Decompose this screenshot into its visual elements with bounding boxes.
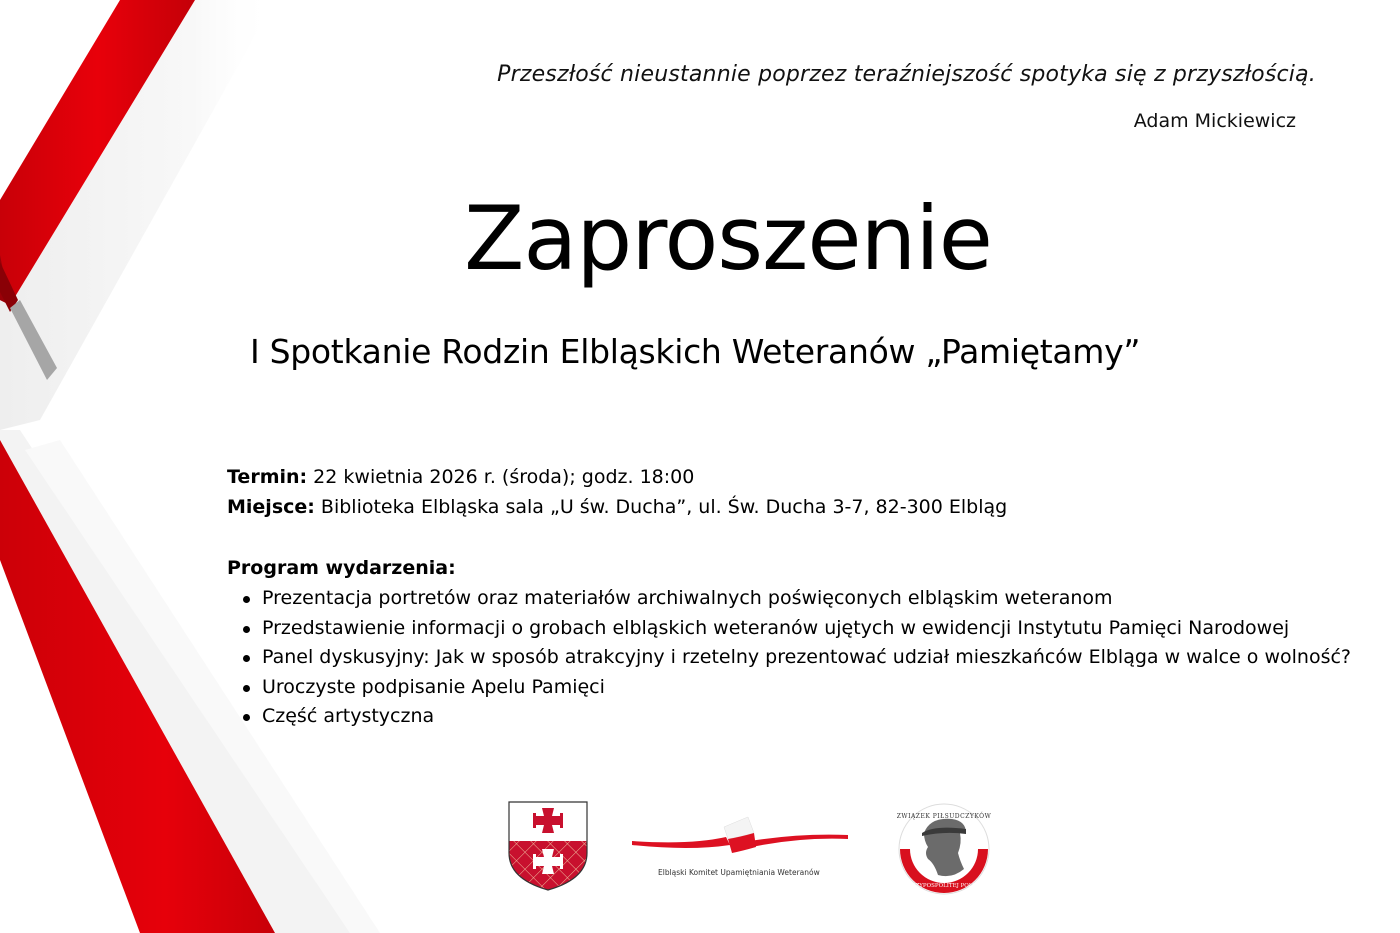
committee-caption: Elbląski Komitet Upamiętniania Weteranów bbox=[658, 868, 820, 877]
svg-text:ZWIĄZEK PIŁSUDCZYKÓW: ZWIĄZEK PIŁSUDCZYKÓW bbox=[896, 813, 992, 820]
bullet-icon bbox=[243, 596, 250, 603]
list-item: Część artystyczna bbox=[240, 702, 1351, 732]
event-place bbox=[227, 492, 1007, 522]
program-title: Program wydarzenia: bbox=[227, 557, 456, 579]
zwiazek-pilsudczykow-logo bbox=[894, 803, 994, 895]
event-details bbox=[227, 462, 1007, 522]
bullet-icon bbox=[243, 685, 250, 692]
committee-flag-logo bbox=[630, 815, 850, 859]
quote-text: Przeszłość nieustannie poprzez teraźniejszość spotyka się z przyszłością. bbox=[497, 62, 1316, 87]
bullet-icon bbox=[243, 655, 250, 662]
program-list bbox=[240, 584, 1351, 732]
elblag-coat-of-arms-logo bbox=[508, 801, 588, 891]
bullet-icon bbox=[243, 714, 250, 721]
bullet-icon bbox=[243, 626, 250, 633]
svg-text:RZECZYPOSPOLITEJ POLSKIEJ: RZECZYPOSPOLITEJ POLSKIEJ bbox=[899, 883, 989, 889]
list-item: Prezentacja portretów oraz materiałów archiwalnych poświęconych elbląskim weteranom bbox=[240, 584, 1351, 614]
event-date bbox=[227, 462, 1007, 492]
place-label: Miejsce: bbox=[227, 496, 315, 518]
place-value: Biblioteka Elbląska sala „U św. Ducha”, ul. Św. Ducha 3-7, 82-300 Elbląg bbox=[314, 496, 1008, 518]
date-label: Termin: bbox=[227, 466, 308, 488]
list-item: Uroczyste podpisanie Apelu Pamięci bbox=[240, 673, 1351, 703]
page-title: Zaproszenie bbox=[464, 187, 992, 290]
date-value: 22 kwietnia 2026 r. (środa); godz. 18:00 bbox=[307, 466, 695, 488]
list-item: Przedstawienie informacji o grobach elbląskich weteranów ujętych w ewidencji Instytutu Pamięci Narodowej bbox=[240, 614, 1351, 644]
list-item: Panel dyskusyjny: Jak w sposób atrakcyjny i rzetelny prezentować udział mieszkańców Elbląga w walce o wolność? bbox=[240, 643, 1351, 673]
quote-author: Adam Mickiewicz bbox=[1133, 110, 1296, 132]
event-subtitle: I Spotkanie Rodzin Elbląskich Weteranów „Pamiętamy” bbox=[250, 332, 1141, 371]
